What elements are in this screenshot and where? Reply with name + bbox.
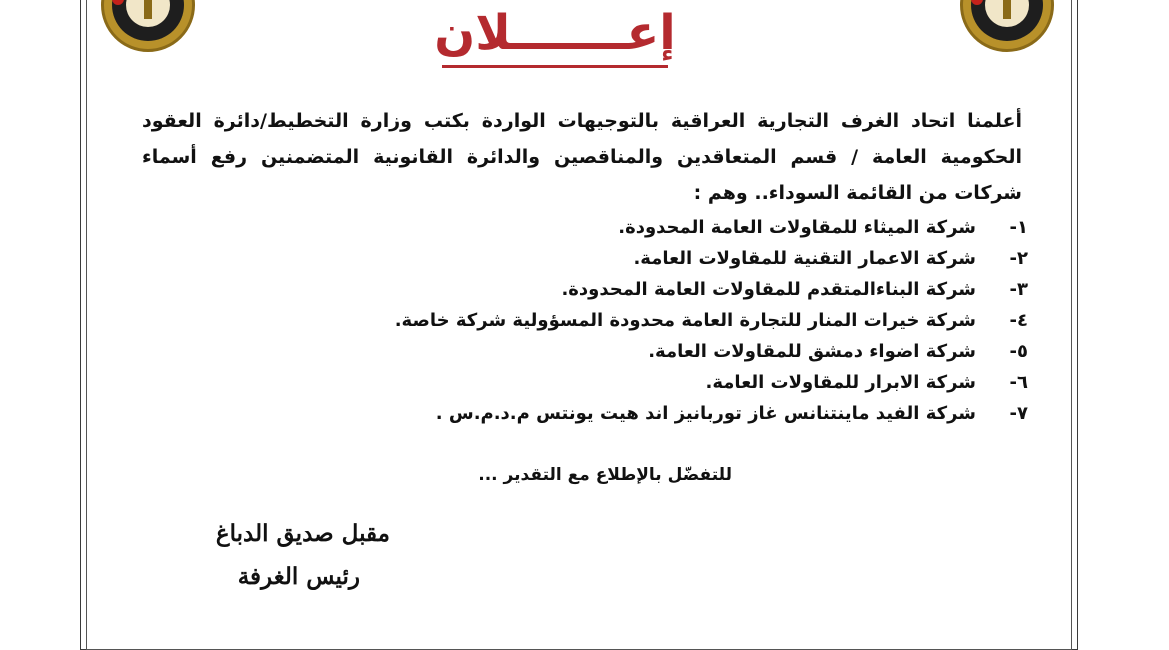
item-text: شركة الفيد ماينتنانس غاز توربانيز اند هيت يونتس م.د.م.س . xyxy=(435,403,976,424)
item-number: ١- xyxy=(1009,217,1028,238)
item-number: ٥- xyxy=(1009,341,1028,362)
item-number: ٧- xyxy=(1009,403,1028,424)
announcement-paragraph: أعلمنا اتحاد الغرف التجارية العراقية بالتوجيهات الواردة بكتب وزارة التخطيط/دائرة العقود الحكومية العامة / قسم المتعاقدين والمناقصين والدائرة القانونية المتضمنين رفع أسماء شركات من القائمة السوداء.. وهم : xyxy=(142,110,1022,204)
list-item xyxy=(330,336,1028,367)
item-number: ٤- xyxy=(1009,310,1028,331)
item-number: ٢- xyxy=(1009,248,1028,269)
item-number: ٦- xyxy=(1009,372,1028,393)
signatory-title: رئيس الغرفة xyxy=(237,563,360,590)
item-number: ٣- xyxy=(1009,279,1028,300)
item-text: شركة اضواء دمشق للمقاولات العامة. xyxy=(648,341,976,362)
item-text: شركة الاعمار التقنية للمقاولات العامة. xyxy=(633,248,976,269)
item-text: شركة الميثاء للمقاولات العامة المحدودة. xyxy=(618,217,976,238)
item-text: شركة الابرار للمقاولات العامة. xyxy=(705,372,976,393)
announcement-title: إعـــــــلان xyxy=(434,5,676,61)
company-list xyxy=(330,212,1028,429)
item-text: شركة البناءالمتقدم للمقاولات العامة المحدودة. xyxy=(561,279,976,300)
item-text: شركة خيرات المنار للتجارة العامة محدودة المسؤولية شركة خاصة. xyxy=(394,310,976,331)
title-underline xyxy=(442,65,668,68)
list-item xyxy=(330,398,1028,429)
list-item xyxy=(330,367,1028,398)
list-item xyxy=(330,305,1028,336)
list-item xyxy=(330,243,1028,274)
list-item xyxy=(330,274,1028,305)
closing-line: للتفضّل بالإطلاع مع التقدير ... xyxy=(478,465,732,485)
signatory-name: مقبل صديق الدباغ xyxy=(215,520,390,547)
list-item xyxy=(330,212,1028,243)
